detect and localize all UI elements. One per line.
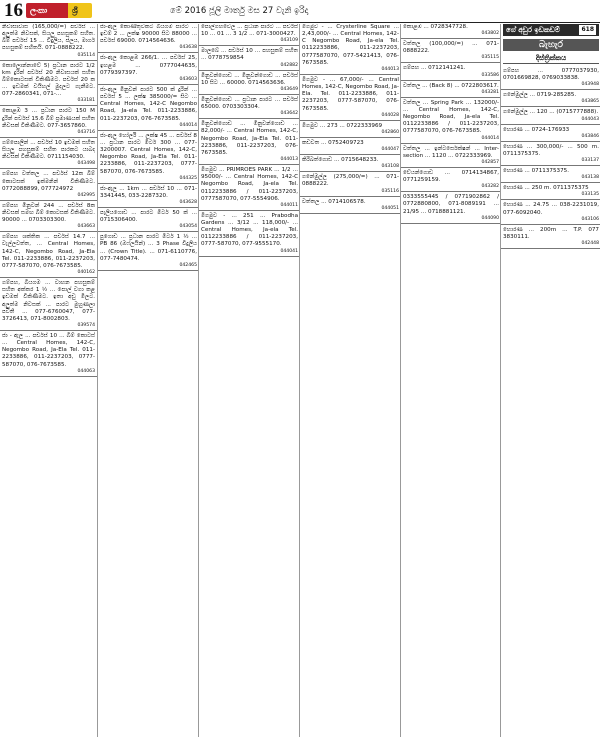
ad-text: වත්තල ... ඉන්ටර්සෙක්ෂන් ... Inter-section ... 1120 ... 0722333969. <box>403 145 499 159</box>
ad-code: 044014 <box>481 135 499 141</box>
ad-text: හොරණ ... 0711375375. <box>503 168 569 175</box>
classified-ad <box>98 87 199 131</box>
column-2 <box>97 24 199 737</box>
ad-code: 035115 <box>481 55 499 61</box>
classified-ad <box>0 234 97 278</box>
ad-code: 043642 <box>280 111 298 117</box>
ad-text: ගම්පොලින් ... පර්චස් 10 ඉඩමක් සහිත සියලු පහසුකම් සහිත පාරකට යාබද නිවසක් විකිණීමට. 0711154030. <box>2 139 95 161</box>
column-3 <box>198 24 300 737</box>
ad-code: 043282 <box>481 184 499 190</box>
ad-code: 044013 <box>280 157 298 163</box>
classified-ad <box>0 280 97 331</box>
classified-ad <box>401 24 501 39</box>
classified-ad <box>300 174 401 196</box>
ad-code: 043109 <box>280 38 298 44</box>
ad-text: කොලොන්නාවේ 5) ප්‍රධාන පාරට 1/2 km දුරින් පර්චස් 20 නිවාසයක් සහිත බිම්කොටසක් විකිණීමට. පර්චස් 20 ක ... ඉඩමක් වයිහල් මුදලට ගැනීමට. 077-2860341, 071-... <box>2 62 95 98</box>
ad-code: 043138 <box>581 175 599 181</box>
section-subtitle-2: දිස්ත්‍රික්කය <box>503 54 599 64</box>
ad-text: වත්තල ... 0714106578. <box>302 198 366 205</box>
ad-text: හොරණ ... 300,000/- ... 500 m. 0711375375. <box>503 143 599 157</box>
ad-text: වත්තල ... Spring Park ... 132000/- ... Central Homes, 142-C, Negombo Road, Ja-ela Tel. 0112233886 / 011-2237203, 0777587070, 076-7673585. <box>403 99 499 135</box>
ad-code: 044047 <box>381 147 399 153</box>
ad-text: ගම්පහ ... 0777037930, 0701669828, 0769033838. <box>503 68 599 82</box>
section-header <box>503 24 599 36</box>
ad-text: ගම්පහ මිනුවන් 244 ... පර්චස් 8ක නිවසක් සමඟ බිම් කොටසක් විකිණීමට. 90000 ... 0703303300. <box>2 202 95 224</box>
classified-ad <box>199 97 300 119</box>
ad-text: මාලබේ ... පර්චස් 10 ... පහසුකම් සහිත ... 0778759854 <box>201 48 298 62</box>
classified-ad <box>401 83 501 98</box>
ad-code: 043663 <box>77 224 95 230</box>
ad-text: ගම්පහ ශක්තික ... පර්චස් 14.7 ... වැල්ලවත්ත, ... Central Homes, 142-C, Negombo Road, Ja-Ela Tel. 011-2233886, 011-2237203, 0777-587070, 076-7673585. <box>2 234 95 269</box>
ad-text: හොරණ ... 24.75 ... 038-2231019, 077-6092040. <box>503 202 599 216</box>
ad-code: 044028 <box>381 112 399 118</box>
ad-code: 043106 <box>581 216 599 222</box>
ad-code: 044063 <box>77 368 95 374</box>
ad-text: හොරණ ... 0724-176933 <box>503 126 570 133</box>
ad-code: 033586 <box>481 72 499 78</box>
ad-code: 044090 <box>481 215 499 221</box>
ad-code: 035116 <box>381 188 399 194</box>
classified-ad <box>401 100 501 144</box>
ad-text: වත්තල (100,000/=) ... 071-0888222. <box>403 41 499 55</box>
ad-code: 043628 <box>179 199 197 205</box>
ad-code: 043649 <box>280 86 298 92</box>
classified-ad <box>501 68 600 90</box>
classified-ad <box>300 140 401 155</box>
ad-code: 043054 <box>179 224 197 230</box>
ad-text: කිරිබත්ගොඩ ... 0715648233. <box>302 157 379 164</box>
classified-ad <box>501 144 600 166</box>
ad-code: 044051 <box>381 205 399 211</box>
classified-ad <box>501 227 600 249</box>
classified-ad <box>501 127 600 142</box>
ad-code: 043498 <box>77 161 95 167</box>
ad-text: කොළඹ 3 ... ප්‍රධාන පාරට 150 M දුරින් පර්චස් 15.6 බිම් ප්‍රමාණයක් සහිත නිවසක් විකිණීමට. 077-3657860. <box>2 108 95 129</box>
section-subtitle: බැහැර <box>503 39 599 51</box>
classified-ad <box>199 213 300 257</box>
ad-text: පුගොඩ ... ප්‍රධාන පාරට මීටර් 1 ½ ... PB 86 (ඔෆ්ලයින්) ... 3 Phase විදුලිය ... (Crown Title). ... 071-6110776, 077-7480474. <box>100 234 197 262</box>
ad-code: 043948 <box>581 82 599 88</box>
ad-text: ජා-ඇල හෝර්ලි ... ලක්ෂ 45 ... පර්චස් 8 ... ප්‍රධාන පාරට මීටර් 300 ... 077-3200007. Central Homes, 142-C, Negombo Road, Ja-Ela Tel. 011-2233886, 011-2237203, 0777-587070, 076-7673585. <box>100 132 197 175</box>
classified-ad <box>300 77 401 121</box>
ad-text: මීගමුව - ... 251 ... Prabodha Gardens ... 3/12 ... 118,000/- ... Central Homes, Ja-ela Tel. 0112233886 / 011-2237203, 0777-587070, 077-9555170. <box>201 212 298 248</box>
ad-text: 0333555445 / 0771902862 / 0772880800, 071-8089191 ... 21/95 ... 0718881121. <box>403 194 499 215</box>
ad-text: ජා-ඇල කොණ්තුවකට බියගම පාරට ... ඉඩම් 2 ... ලක්ෂ 90000 සිට 88000 ... පර්චස් 69000. 0714564636. <box>100 24 197 45</box>
column-1 <box>0 24 97 737</box>
ad-text: ගම්පහ, බියගම ... වාහන පහසුකම් සහිත අක්කර 1 ½ ... පොල් වගා කළ ඉඩමක් විකිණීමට. ඉතා අඩු මිලට. අලුත්ම නිවසක් ... පාරට මුහුණලා පවතී ... 077-6760047, 077-3726413, 071-8002803. <box>2 280 95 322</box>
ad-code: 033181 <box>77 98 95 104</box>
ad-code: 042860 <box>381 129 399 135</box>
ad-text: පැලියගොඩ ... පාරට මීටර් 50 ක් ... 0715306400. <box>100 209 197 224</box>
classified-ad <box>199 48 300 70</box>
column-5 <box>400 24 501 737</box>
classified-ad <box>300 123 401 138</box>
logo-left: ලංකා <box>26 3 68 18</box>
ad-code: 043865 <box>581 99 599 105</box>
ad-code: 043603 <box>179 76 197 82</box>
classified-ad <box>199 24 300 46</box>
classified-ad <box>98 55 199 84</box>
classified-ad <box>0 203 97 232</box>
ad-code: 039574 <box>77 323 95 328</box>
ad-text: මීගමුව - ... Crysterline Square ... 2,43,000/- ... Central Homes, 142-C Negombo Road, Ja-ela Tel. 0112233886, 011-2237203, 0777587070, 077-5421413, 076-7673585. <box>302 24 399 66</box>
ad-text: මීගමුව ... 273 ... 0722333969 <box>302 122 383 129</box>
classified-ad <box>0 63 97 107</box>
ad-text: මිනුවන්ගොඩ ... මිනුවන්ගොඩ ... 82,000/- ... Central Homes, 142-C, Negombo Road, Ja-Ela Tel. 011-2233886, 011-2237203, 076-7673585. <box>201 121 298 156</box>
classified-ad <box>98 133 199 184</box>
classified-ad <box>401 146 501 168</box>
ad-text: ගනේමුල්ල (275,000/=) ... 071-0888222. <box>302 174 399 188</box>
ad-text: මිනුවන්ගොඩ ... ප්‍රධාන පාරට ... පර්චස් 65000. 0703303304. <box>201 96 298 111</box>
classified-ad <box>0 24 97 61</box>
ad-code: 042857 <box>481 159 499 165</box>
classified-ad <box>300 157 401 172</box>
classified-ad <box>501 185 600 200</box>
ad-code: 043802 <box>481 31 499 37</box>
classifieds-area <box>0 24 600 737</box>
ad-code: 042995 <box>77 192 95 198</box>
ad-code: 043281 <box>481 89 499 95</box>
ad-text: හොරණ ... 250 m. 0711375375 <box>503 185 589 192</box>
classified-ad <box>98 24 199 53</box>
ad-code: 044011 <box>280 202 298 208</box>
ad-text: මීගමුව - ... 67,000/- ... Central Homes, 142-C, Negombo Road, Ja-Ela. Tel. 011-2233886, 011-2237203, 0777-587070, 076-7673585. <box>302 76 399 112</box>
classified-ad <box>0 108 97 137</box>
ad-code: 043846 <box>581 133 599 139</box>
ad-text: නිවාසාවාස (165,000/=) පර්චස් ... අලුත්ම නිවසක්, සියලු පහසුකම් සහිත. බිම් පර්චස් 15 ... විදුලිය, ජලය, මාර්ග පහසුකම් සහිතයි. 071-0888222. <box>2 24 95 52</box>
ad-text: ගම්පහ වත්තල ... පර්චස් 12ක බිම් කොටසක් ඉක්මනින් විකිණීමට. 0772088899, 077724972 <box>2 171 95 192</box>
classified-ad <box>501 168 600 183</box>
classified-ad <box>98 186 199 208</box>
ad-code: 044013 <box>381 66 399 72</box>
classified-ad <box>199 73 300 95</box>
classified-ad <box>501 202 600 224</box>
classified-ad <box>98 210 199 232</box>
ad-code: 043716 <box>77 129 95 135</box>
newspaper-logo <box>26 3 92 18</box>
classified-ad <box>401 170 501 192</box>
ad-code: 042465 <box>179 262 197 268</box>
ad-code: 043638 <box>179 45 197 51</box>
ad-text: වත්තල ... (Back 8) ... 0722803617. <box>403 82 499 89</box>
ad-code: 043108 <box>381 164 399 170</box>
ad-text: වේයන්ගොඩ ... 0714134867, 0771259159. <box>403 169 499 184</box>
ad-code: 042882 <box>280 62 298 68</box>
ad-code: 044014 <box>179 122 197 128</box>
logo-right: ශ්‍රී <box>68 3 92 18</box>
ad-code: 033135 <box>581 192 599 198</box>
ad-text: මිනුවන්ගොඩ ... මිනුවන්ගොඩ ... පර්චස් 10 සිට ... 60000. 0714563636. <box>201 72 298 86</box>
section-number: 618 <box>581 26 594 33</box>
ad-code: 042448 <box>581 241 599 247</box>
classified-ad <box>98 234 199 271</box>
dateline: මේ 2016 ජූලි මාර්තු මස 27 වැනි ඉරිදා <box>170 6 309 16</box>
classified-ad <box>300 199 401 214</box>
classified-ad <box>0 140 97 169</box>
classified-ad <box>401 65 501 80</box>
classified-ad <box>501 92 600 107</box>
page-number: 16 <box>4 0 23 21</box>
column-4 <box>299 24 401 737</box>
ad-text: ගම්පහ ... 0712141241. <box>403 65 466 72</box>
section-title: ගේ අඩුර ඉඩකඩම් <box>506 26 560 34</box>
ad-text: ජා-ඇල මිනුවන් පාරට 500 ක් දුරින් ... පර්චස් 5 ... ලක්ෂ 385000/= සිට ... Central Homes, 142-C Negombo Road, Ja-ela Tel. 011-2233886, 011-2237203, 076-7673585. <box>100 86 197 122</box>
column-6 <box>500 24 600 737</box>
ad-text: ගනේමුල්ල ... 0719-285285. <box>503 92 577 99</box>
classified-ad <box>501 109 600 124</box>
ad-code: 033137 <box>581 158 599 164</box>
ad-code: 040162 <box>77 270 95 276</box>
ad-text: කඩවත ... 0752409723 <box>302 139 364 146</box>
ad-text: කොළඹ ... 0728347728. <box>403 24 468 30</box>
classified-ad <box>401 194 501 223</box>
ad-text: හොරණ ... 200m ... T.P. 077 3830111. <box>503 226 599 240</box>
ad-text: ජා - ඇල ... පර්චස් 10 ... බිම් කොටස් ... Central Homes, 142-C, Negombo Road, Ja-Ela Tel. 011-2233886, 011-2237203, 0777-587070, 076-7673585. <box>2 333 95 368</box>
classified-ad <box>199 121 300 165</box>
classified-ad <box>401 41 501 63</box>
ad-text: ගනේමුල්ල ... 120 ... (0715777888). <box>503 109 599 116</box>
ad-code: 035114 <box>77 52 95 58</box>
classified-ad <box>0 333 97 377</box>
ad-text: පොල්ගහවෙල ... ප්‍රධාන පාරට ... පර්චස් 10 ... 01 ... 3 1/2 ... 071-3000427. <box>201 24 298 38</box>
classified-ad <box>0 171 97 200</box>
ad-code: 044325 <box>179 175 197 181</box>
classified-ad <box>300 24 401 75</box>
ad-text: ජා-ඇල ... 1km ... පර්චස් 10 ... 071-3341445, 033-2287320. <box>100 185 197 199</box>
ad-code: 044041 <box>280 248 298 254</box>
ad-text: මීගමුව ... PRIMROES PARK ... 1/2 ... 95000/- ... Central Homes, 142-C Negombo Road, Ja-ela Tel. 0112233886 / 011-2237203, 0777587070, 077-5554906. <box>201 167 298 202</box>
classified-ad <box>199 167 300 211</box>
page-header <box>0 0 600 23</box>
ad-code: 044043 <box>581 116 599 122</box>
ad-text: ජා-ඇල කොළඹ 266/1. ... පර්චස් 25, ඉහළම ... 0777044635, 0779397397. <box>100 55 197 76</box>
